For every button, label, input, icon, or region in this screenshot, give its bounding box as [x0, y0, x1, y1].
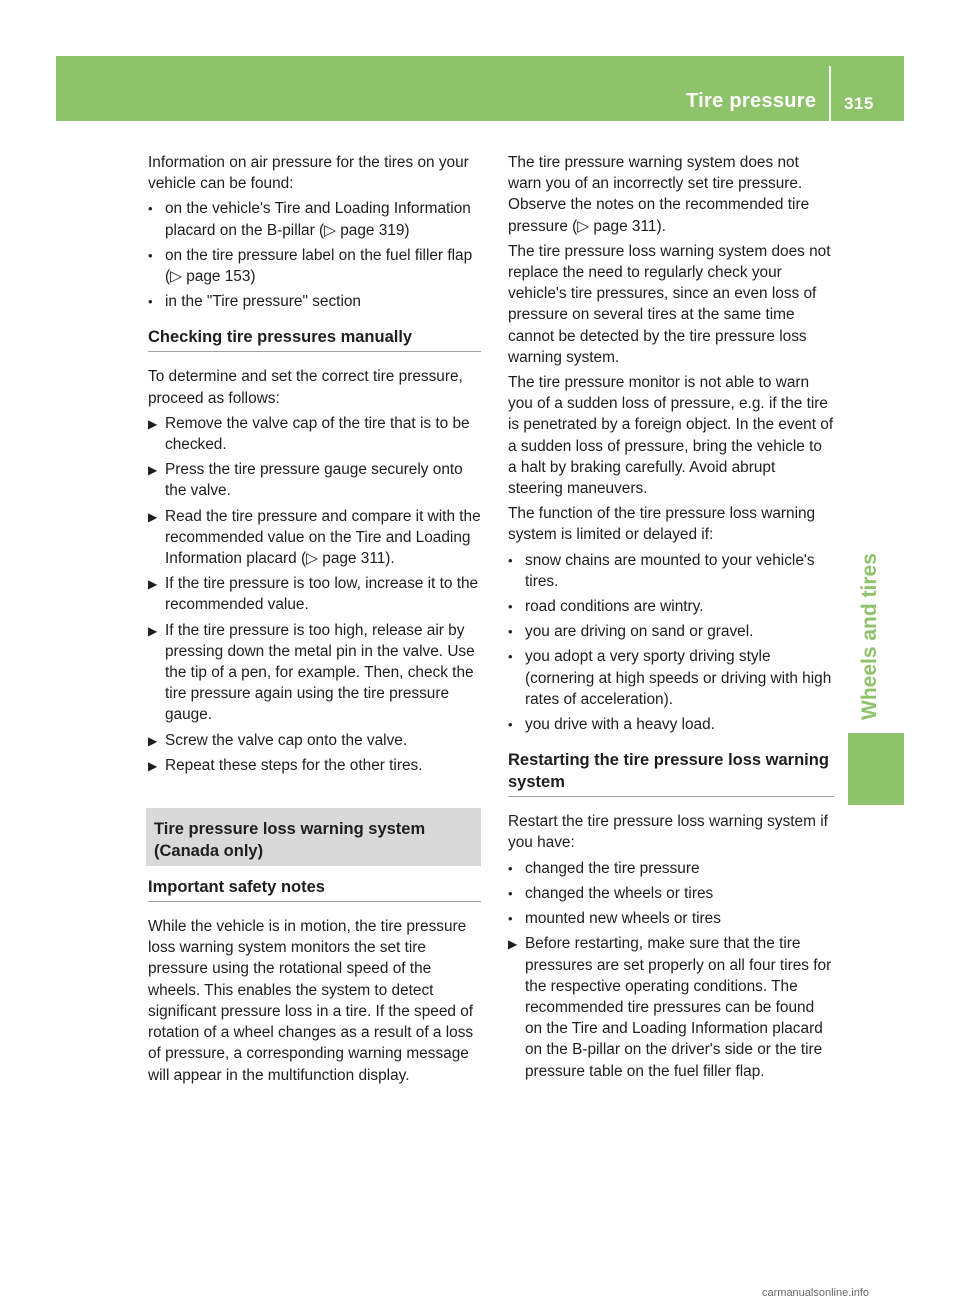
- arrow-icon: ▶: [148, 733, 158, 748]
- bullet-icon: •: [508, 552, 513, 568]
- list-item: • road conditions are wintry.: [508, 596, 834, 617]
- step-item: ▶ Repeat these steps for the other tires.: [148, 755, 481, 776]
- side-label-wrap: [848, 555, 888, 720]
- restart-intro: Restart the tire pressure loss warning system if you have:: [508, 813, 828, 852]
- section-title-box: Tire pressure loss warning system (Canada only): [146, 808, 481, 866]
- arrow-icon: ▶: [148, 509, 158, 524]
- side-chapter-label: Wheels and tires: [858, 553, 881, 720]
- arrow-icon: ▶: [508, 937, 518, 952]
- paragraph: The function of the tire pressure loss warning system is limited or delayed if:: [508, 505, 816, 544]
- safety-paragraph: While the vehicle is in motion, the tire pressure loss warning system monitors the set tire pressure using the rotational speed of the wheels. This enables the system to detect significant pressure loss in a tire. If the speed of rotation of a wheel changes as a result of a loss of pressure, a corresponding warning message will appear in the multifunction display.: [148, 918, 474, 1084]
- bullet-icon: •: [508, 860, 513, 876]
- list-item: • you drive with a heavy load.: [508, 714, 834, 735]
- watermark: carmanualsonline.info: [762, 1287, 870, 1299]
- restart-heading: Restarting the tire pressure loss warning system: [508, 749, 834, 797]
- paragraph: The tire pressure loss warning system does not replace the need to regularly check your vehicle's tire pressures, since an even loss of pressure on several tires at the same time cannot be detected by the tire pressure loss warning system.: [508, 242, 831, 366]
- arrow-icon: ▶: [148, 758, 158, 773]
- left-column: [148, 152, 481, 1090]
- list-item: • you are driving on sand or gravel.: [508, 621, 834, 642]
- step-item: ▶ Screw the valve cap onto the valve.: [148, 730, 481, 751]
- header-title: Tire pressure: [686, 90, 817, 112]
- header-divider: [829, 66, 831, 121]
- list-item: • you adopt a very sporty driving style (cornering at high speeds or driving with high rates of acceleration).: [508, 648, 832, 708]
- bullet-icon: •: [148, 247, 153, 263]
- bullet-icon: •: [148, 201, 153, 217]
- step-item: ▶ Before restarting, make sure that the tire pressures are set properly on all four tires for the respective operating conditions. The recommended tire pressures can be found on the Tire and Loading Information placard on the B-pillar on the driver's side or the tire pressure table on the fuel filler flap.: [508, 935, 832, 1080]
- arrow-icon: ▶: [148, 577, 158, 592]
- bullet-icon: •: [508, 717, 513, 733]
- paragraph: The tire pressure warning system does not warn you of an incorrectly set tire pressure. Observe the notes on the recommended tire pressure (▷ page 311).: [508, 154, 810, 235]
- list-item: • on the tire pressure label on the fuel filler flap (▷ page 153): [148, 246, 473, 286]
- manual-intro: To determine and set the correct tire pressure, proceed as follows:: [148, 368, 463, 407]
- arrow-icon: ▶: [148, 463, 158, 478]
- bullet-icon: •: [508, 599, 513, 615]
- list-item: • snow chains are mounted to your vehicle's tires.: [508, 551, 815, 590]
- bullet-icon: •: [508, 649, 513, 665]
- list-item: • on the vehicle's Tire and Loading Information placard on the B-pillar (▷ page 319): [148, 200, 471, 239]
- arrow-icon: ▶: [148, 623, 158, 638]
- bullet-icon: •: [148, 294, 153, 310]
- paragraph: The tire pressure monitor is not able to warn you of a sudden loss of pressure, e.g. if the tire is penetrated by a foreign object. In the event of a sudden loss of pressure, bring the vehicle to a halt by braking carefully. Avoid abrupt steering maneuvers.: [508, 374, 834, 498]
- bullet-icon: •: [508, 885, 513, 901]
- step-item: ▶ If the tire pressure is too low, increase it to the recommended value.: [148, 575, 479, 614]
- bullet-icon: •: [508, 911, 513, 927]
- bullet-icon: •: [508, 624, 513, 640]
- side-tab-marker: [848, 733, 904, 805]
- step-item: ▶ If the tire pressure is too high, release air by pressing down the metal pin in the valve. Use the tip of a pen, for example. Then, check the tire pressure again using the tire pressure gauge.: [148, 621, 475, 724]
- list-item: • changed the wheels or tires: [508, 883, 834, 904]
- list-item: • in the "Tire pressure" section: [148, 291, 481, 312]
- step-item: ▶ Remove the valve cap of the tire that is to be checked.: [148, 414, 470, 454]
- manual-check-heading: Checking tire pressures manually: [148, 326, 481, 352]
- list-item: • mounted new wheels or tires: [508, 908, 834, 929]
- safety-notes-heading: Important safety notes: [148, 876, 481, 902]
- page-number: 315: [844, 94, 874, 113]
- right-column: [508, 152, 834, 1086]
- step-item: ▶ Read the tire pressure and compare it with the recommended value on the Tire and Loading Information placard (▷ page 311).: [148, 507, 481, 568]
- step-item: ▶ Press the tire pressure gauge securely onto the valve.: [148, 461, 463, 500]
- list-item: • changed the tire pressure: [508, 858, 834, 879]
- intro-paragraph: Information on air pressure for the tires on your vehicle can be found:: [148, 154, 469, 193]
- arrow-icon: ▶: [148, 416, 158, 431]
